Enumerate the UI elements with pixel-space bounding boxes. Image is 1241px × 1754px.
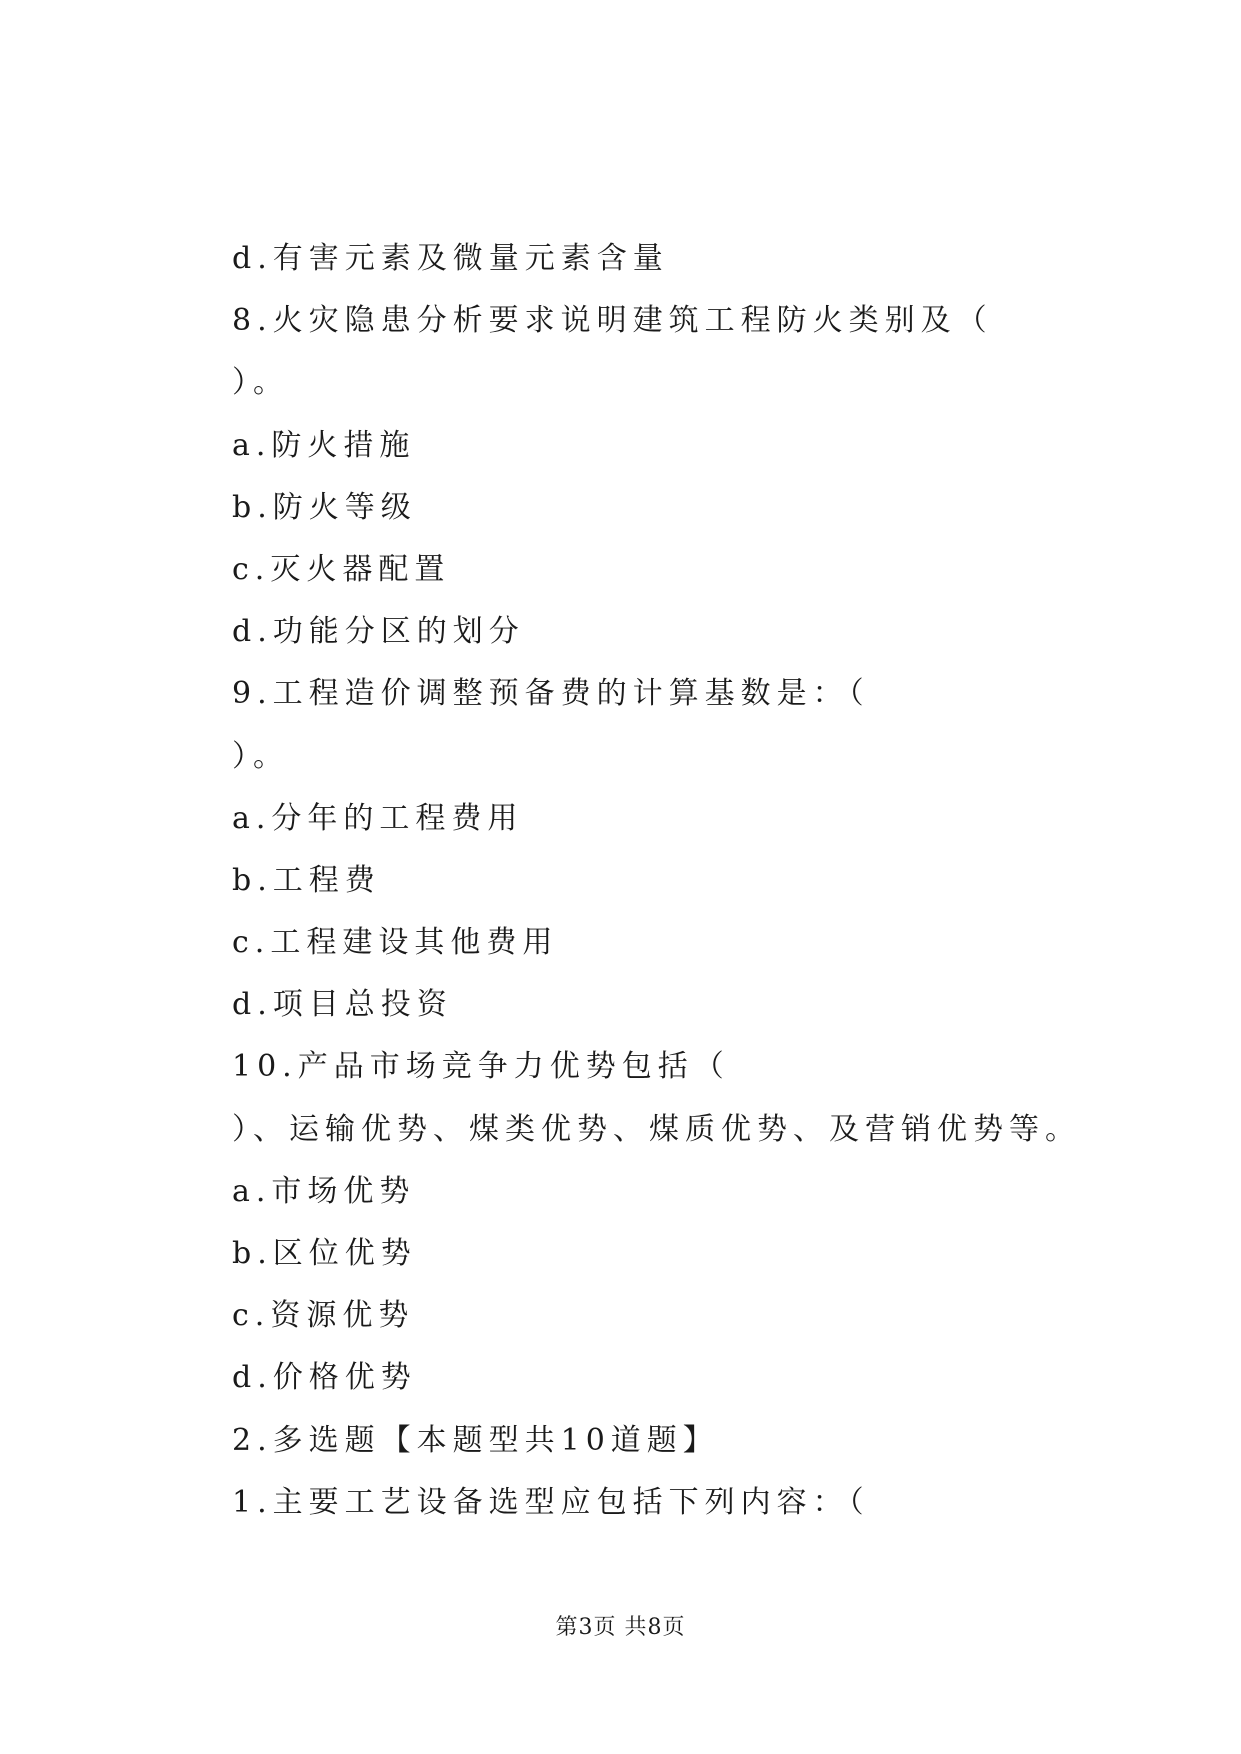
option-line: a.防火措施 xyxy=(232,427,416,463)
option-line: d.价格优势 xyxy=(232,1360,417,1396)
question-line: 1.主要工艺设备选型应包括下列内容：（ xyxy=(232,1484,870,1520)
option-line: c.资源优势 xyxy=(232,1298,415,1334)
option-line: a.分年的工程费用 xyxy=(232,800,524,836)
question-line: 10.产品市场竞争力优势包括（ xyxy=(232,1049,730,1085)
option-line: b.区位优势 xyxy=(232,1236,417,1271)
option-line: a.市场优势 xyxy=(232,1173,416,1209)
question-line-continuation: ）、运输优势、煤类优势、煤质优势、及营销优势等。 xyxy=(232,1111,1081,1147)
question-line: 9.工程造价调整预备费的计算基数是：（ xyxy=(232,676,870,712)
option-line: d.功能分区的划分 xyxy=(232,614,525,650)
option-line: d.有害元素及微量元素含量 xyxy=(232,241,669,276)
option-line: b.防火等级 xyxy=(232,489,417,525)
page-number-footer: 第3页 共8页 xyxy=(555,1615,686,1640)
question-line-continuation: ）。 xyxy=(232,738,289,774)
section-heading: 2.多选题【本题型共10道题】 xyxy=(232,1422,719,1458)
option-line: d.项目总投资 xyxy=(232,987,453,1023)
option-line: c.灭火器配置 xyxy=(232,551,451,587)
question-line-continuation: ）。 xyxy=(232,365,289,401)
option-line: c.工程建设其他费用 xyxy=(232,925,559,961)
question-line: 8.火灾隐患分析要求说明建筑工程防火类别及（ xyxy=(232,303,993,339)
document-body xyxy=(232,228,1081,1534)
option-line: b.工程费 xyxy=(232,862,381,898)
